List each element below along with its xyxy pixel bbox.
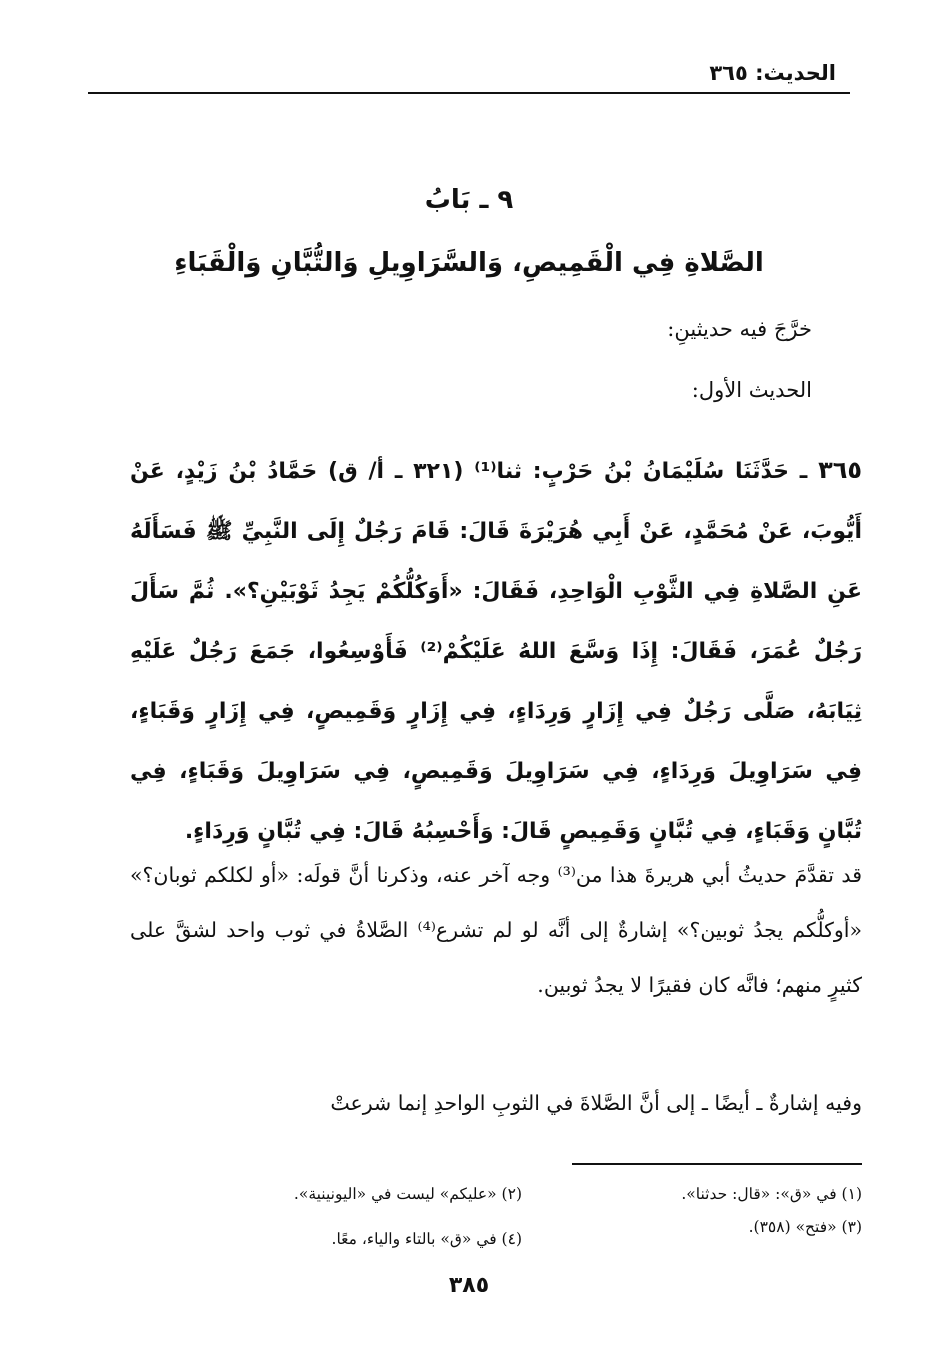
chapter-title: الصَّلاةِ فِي الْقَمِيصِ، وَالسَّرَاوِيلِ وَالتُّبَّانِ وَالْقَبَاءِ: [174, 248, 764, 278]
running-head: الحديث: ٣٦٥: [709, 61, 836, 85]
footnote-rule: [572, 1163, 862, 1165]
page-number: ٣٨٥: [448, 1273, 490, 1298]
hadith-body: ـ حَدَّثَنَا سُلَيْمَانُ بْنُ حَرْبٍ: ثنا⁽¹⁾ (٣٢١ ـ أ/ ق) حَمَّادُ بْنُ زَيْدٍ، عَنْ أَيُّوبَ، عَنْ مُحَمَّدٍ، عَنْ أَبِي هُرَيْرَةَ قَالَ: قَامَ رَجُلٌ إِلَى النَّبِيِّ ﷺ فَسَأَلَهُ عَنِ الصَّلاةِ فِي الثَّوْبِ الْوَاحِدِ، فَقَالَ: «أَوَكُلُّكُمْ يَجِدُ ثَوْبَيْنِ؟». ثُمَّ سَأَلَ رَجُلٌ عُمَرَ، فَقَالَ: إِذَا وَسَّعَ اللهُ عَلَيْكُمْ⁽²⁾ فَأَوْسِعُوا، جَمَعَ رَجُلٌ عَلَيْهِ ثِيَابَهُ، صَلَّى رَجُلٌ فِي إِزَارٍ وَرِدَاءٍ، فِي إِزَارٍ وَقَمِيصٍ، فِي إِزَارٍ وَقَبَاءٍ، فِي سَرَاوِيلَ وَرِدَاءٍ، فِي سَرَاوِيلَ وَقَمِيصٍ، فِي سَرَاوِيلَ وَقَبَاءٍ، فِي تُبَّانٍ وَقَبَاءٍ، فِي تُبَّانٍ وَقَمِيصٍ قَالَ: وَأَحْسِبُهُ قَالَ: فِي تُبَّانٍ وَرِدَاءٍ.: [130, 459, 862, 844]
hadith-number: ٣٦٥: [818, 456, 863, 484]
footnote-1: (١) في «ق»: «قال: حدثنا».: [681, 1185, 862, 1203]
intro-line-2: الحديث الأول:: [691, 378, 812, 402]
footnote-4: (٤) في «ق» بالتاء والياء، معًا.: [331, 1230, 522, 1248]
chapter-number: ٩ ـ بَابُ: [424, 185, 514, 215]
commentary-paragraph-1: قد تقدَّمَ حديثُ أبي هريرةَ هذا من⁽³⁾ وجه آخر عنه، وذكرنا أنَّ قولَه: «أو لكلكم ثوبان؟» «أوكلُّكم يجدُ ثوبين؟» إشارةٌ إلى أنَّه لو لم تشرع⁽⁴⁾ الصَّلاةُ في ثوب واحد لشقَّ على كثيرٍ منهم؛ فانَّه كان فقيرًا لا يجدُ ثوبين.: [130, 863, 862, 997]
hadith-text: [130, 440, 862, 862]
intro-line-1: خرَّجَ فيه حديثينِ:: [667, 317, 812, 341]
footnote-2: (٢) «عليكم» ليست في «اليونينية».: [293, 1185, 522, 1203]
footnote-3: (٣) «فتح» (٣٥٨).: [748, 1218, 862, 1236]
header-rule: [88, 92, 850, 94]
commentary-paragraph-2: وفيه إشارةٌ ـ أيضًا ـ إلى أنَّ الصَّلاةَ في الثوبِ الواحدِ إنما شرعتْ: [330, 1091, 862, 1115]
